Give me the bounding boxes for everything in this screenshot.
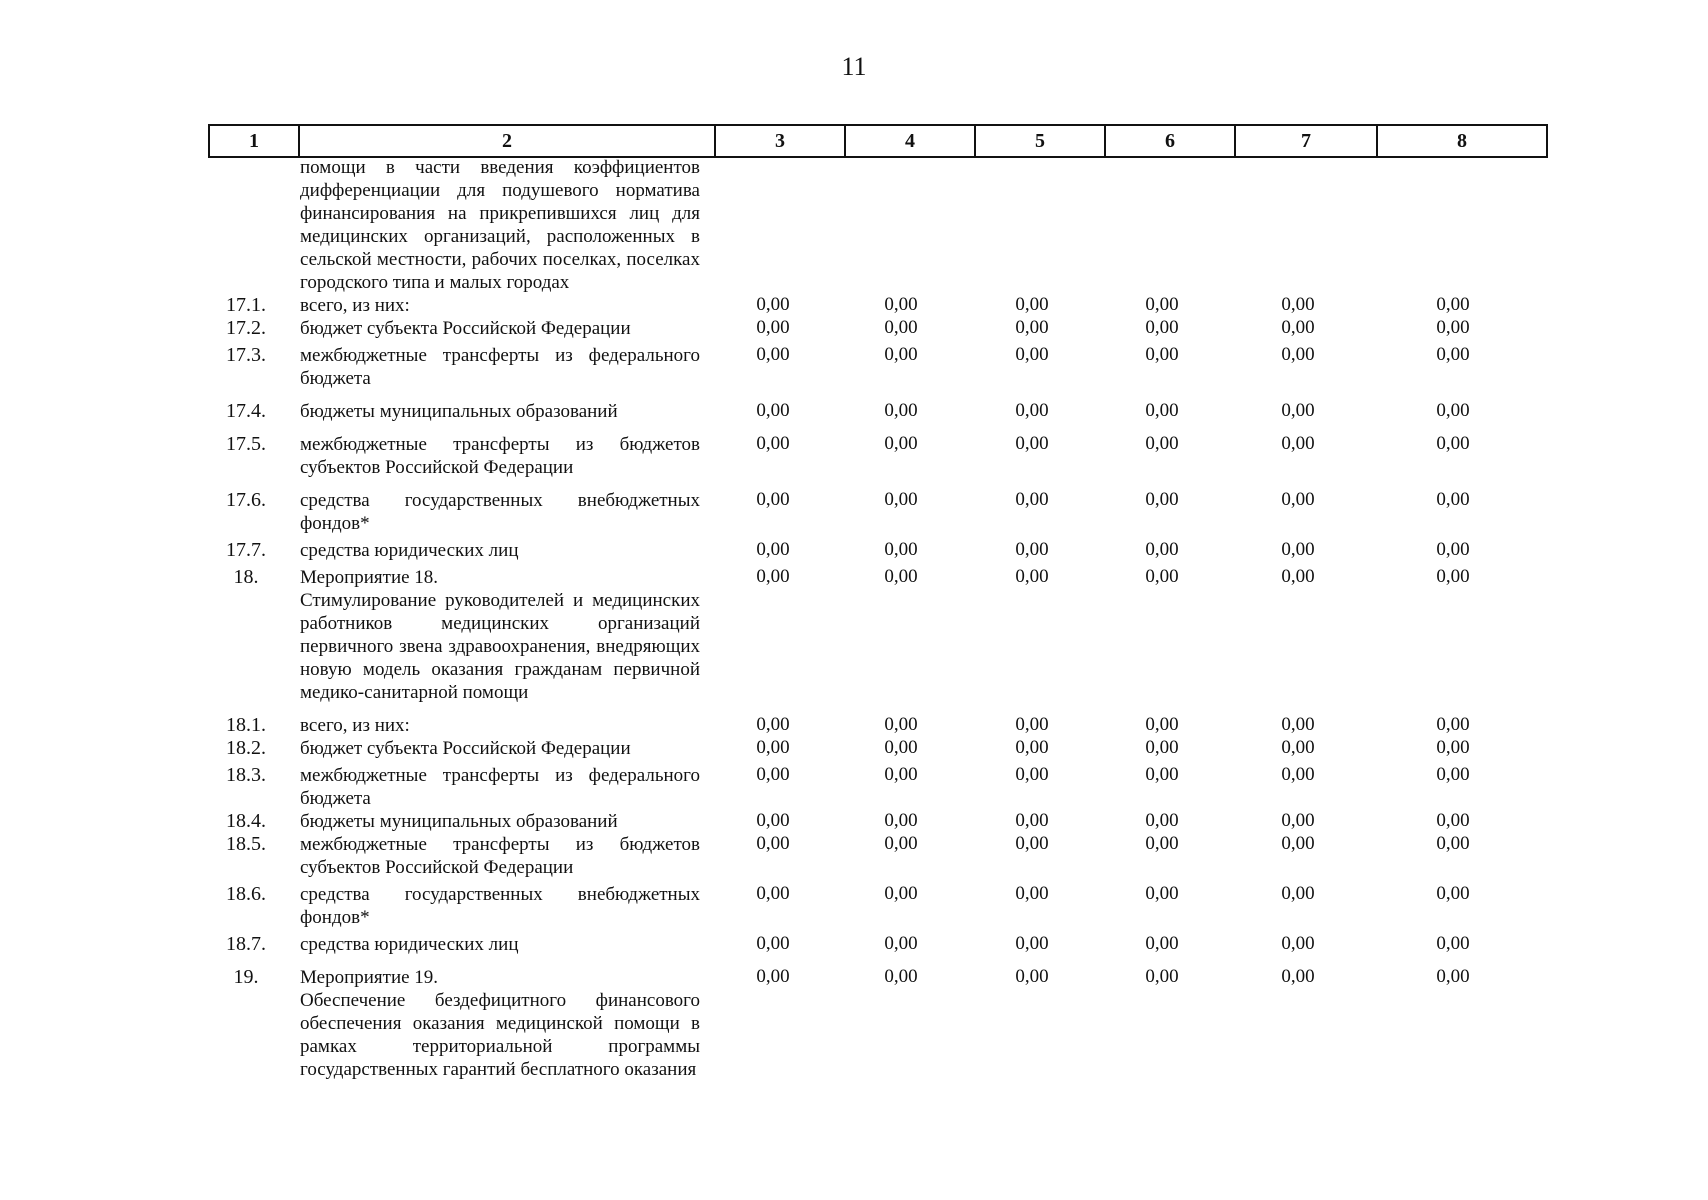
value-col-6: 0,00 [1145,433,1179,454]
column-header-4: 4 [845,125,975,157]
value-col-7: 0,00 [1281,764,1315,785]
value-col-8: 0,00 [1436,883,1470,904]
row-number: 18.6. [226,883,266,905]
row-number: 17.3. [226,344,266,366]
column-header-table [208,124,1548,158]
row-label: всего, из них: [300,295,410,316]
intro-text: помощи в части введения коэффициентов дифференциации для подушевого норматива финансирования на прикрепившихся лиц для медицинских организаций, расположенных в сельской местности, рабочих поселках, поселках городского типа и малых городах [300,157,700,293]
value-col-4: 0,00 [884,317,918,338]
row-number: 17.6. [226,489,266,511]
value-col-8: 0,00 [1436,933,1470,954]
row-description: Стимулирование руководителей и медицинских работников медицинских организаций первичного звена здравоохранения, внедряющих новую модель оказания гражданам первичной медико-санитарной помощи [300,590,700,703]
value-col-7: 0,00 [1281,566,1315,587]
value-col-3: 0,00 [756,737,790,758]
row-number: 18.7. [226,933,266,955]
table-row [0,883,1708,929]
value-col-5: 0,00 [1015,539,1049,560]
value-col-4: 0,00 [884,566,918,587]
row-number: 19. [233,966,259,988]
value-col-3: 0,00 [756,764,790,785]
value-col-4: 0,00 [884,294,918,315]
value-col-6: 0,00 [1145,317,1179,338]
value-col-5: 0,00 [1015,833,1049,854]
value-col-6: 0,00 [1145,833,1179,854]
value-col-3: 0,00 [756,433,790,454]
row-label: межбюджетные трансферты из бюджетов субъектов Российской Федерации [300,434,700,478]
value-col-5: 0,00 [1015,400,1049,421]
value-col-7: 0,00 [1281,966,1315,987]
table-body [0,156,1708,1081]
value-col-5: 0,00 [1015,737,1049,758]
value-col-4: 0,00 [884,810,918,831]
row-label: бюджеты муниципальных образований [300,401,618,422]
value-col-3: 0,00 [756,400,790,421]
value-col-4: 0,00 [884,400,918,421]
table-row [0,400,1708,423]
value-col-4: 0,00 [884,764,918,785]
value-col-4: 0,00 [884,344,918,365]
row-number: 18.1. [226,714,266,736]
value-col-7: 0,00 [1281,810,1315,831]
table-row [0,294,1708,317]
value-col-5: 0,00 [1015,344,1049,365]
row-description: Обеспечение бездефицитного финансового обеспечения оказания медицинской помощи в рамках территориальной программы государственных гарантий бесплатного оказания [300,990,700,1080]
value-col-7: 0,00 [1281,833,1315,854]
row-label: Мероприятие 18. [300,567,439,588]
value-col-7: 0,00 [1281,344,1315,365]
table-row [0,714,1708,737]
value-col-8: 0,00 [1436,317,1470,338]
table-row [0,810,1708,833]
value-col-5: 0,00 [1015,433,1049,454]
value-col-5: 0,00 [1015,317,1049,338]
value-col-8: 0,00 [1436,966,1470,987]
row-label: бюджет субъекта Российской Федерации [300,318,631,339]
row-label: средства юридических лиц [300,540,519,561]
row-label: средства государственных внебюджетных фондов* [300,490,700,534]
table-row [0,344,1708,390]
value-col-3: 0,00 [756,933,790,954]
value-col-4: 0,00 [884,737,918,758]
table-row [0,317,1708,340]
table-row [0,933,1708,956]
value-col-8: 0,00 [1436,833,1470,854]
value-col-8: 0,00 [1436,489,1470,510]
value-col-6: 0,00 [1145,933,1179,954]
column-header-2: 2 [299,125,715,157]
row-label: средства юридических лиц [300,934,519,955]
row-number: 18.4. [226,810,266,832]
value-col-4: 0,00 [884,433,918,454]
value-col-3: 0,00 [756,294,790,315]
value-col-4: 0,00 [884,833,918,854]
value-col-3: 0,00 [756,317,790,338]
value-col-8: 0,00 [1436,539,1470,560]
row-label: всего, из них: [300,715,410,736]
row-number: 17.4. [226,400,266,422]
value-col-5: 0,00 [1015,489,1049,510]
row-label: средства государственных внебюджетных фондов* [300,884,700,928]
value-col-6: 0,00 [1145,883,1179,904]
value-col-5: 0,00 [1015,810,1049,831]
row-number: 17.7. [226,539,266,561]
value-col-6: 0,00 [1145,344,1179,365]
value-col-3: 0,00 [756,539,790,560]
value-col-8: 0,00 [1436,433,1470,454]
value-col-7: 0,00 [1281,737,1315,758]
value-col-7: 0,00 [1281,883,1315,904]
row-number: 18. [233,566,259,588]
value-col-7: 0,00 [1281,433,1315,454]
row-number: 18.3. [226,764,266,786]
value-col-3: 0,00 [756,883,790,904]
table-row [0,566,1708,704]
value-col-7: 0,00 [1281,294,1315,315]
value-col-3: 0,00 [756,810,790,831]
value-col-5: 0,00 [1015,294,1049,315]
value-col-7: 0,00 [1281,933,1315,954]
column-header-3: 3 [715,125,845,157]
value-col-8: 0,00 [1436,764,1470,785]
value-col-3: 0,00 [756,966,790,987]
table-row [0,966,1708,1081]
value-col-3: 0,00 [756,489,790,510]
value-col-6: 0,00 [1145,966,1179,987]
value-col-6: 0,00 [1145,737,1179,758]
row-label: бюджеты муниципальных образований [300,811,618,832]
page-number: 11 [841,52,867,81]
value-col-6: 0,00 [1145,400,1179,421]
value-col-3: 0,00 [756,344,790,365]
value-col-6: 0,00 [1145,714,1179,735]
value-col-4: 0,00 [884,966,918,987]
value-col-8: 0,00 [1436,566,1470,587]
row-label: межбюджетные трансферты из федерального бюджета [300,345,700,389]
column-header-6: 6 [1105,125,1235,157]
row-number: 17.5. [226,433,266,455]
value-col-5: 0,00 [1015,933,1049,954]
value-col-8: 0,00 [1436,810,1470,831]
value-col-3: 0,00 [756,714,790,735]
value-col-8: 0,00 [1436,400,1470,421]
value-col-3: 0,00 [756,833,790,854]
row-label: межбюджетные трансферты из бюджетов субъектов Российской Федерации [300,834,700,878]
value-col-7: 0,00 [1281,317,1315,338]
value-col-5: 0,00 [1015,883,1049,904]
value-col-5: 0,00 [1015,714,1049,735]
value-col-4: 0,00 [884,714,918,735]
table-row-intro [0,156,1708,294]
value-col-8: 0,00 [1436,344,1470,365]
column-header-1: 1 [209,125,299,157]
table-row [0,833,1708,879]
column-header-8: 8 [1377,125,1547,157]
value-col-8: 0,00 [1436,714,1470,735]
value-col-5: 0,00 [1015,966,1049,987]
value-col-6: 0,00 [1145,489,1179,510]
row-number: 18.2. [226,737,266,759]
row-label: Мероприятие 19. [300,967,439,988]
value-col-6: 0,00 [1145,810,1179,831]
value-col-6: 0,00 [1145,294,1179,315]
value-col-4: 0,00 [884,933,918,954]
table-row [0,433,1708,479]
row-label: межбюджетные трансферты из федерального бюджета [300,765,700,809]
table-row [0,539,1708,562]
column-header-5: 5 [975,125,1105,157]
value-col-8: 0,00 [1436,737,1470,758]
table-row [0,737,1708,760]
value-col-4: 0,00 [884,489,918,510]
value-col-5: 0,00 [1015,764,1049,785]
row-label: бюджет субъекта Российской Федерации [300,738,631,759]
row-number: 17.2. [226,317,266,339]
row-number: 18.5. [226,833,266,855]
value-col-5: 0,00 [1015,566,1049,587]
column-header-7: 7 [1235,125,1377,157]
value-col-4: 0,00 [884,883,918,904]
value-col-7: 0,00 [1281,539,1315,560]
value-col-6: 0,00 [1145,566,1179,587]
value-col-3: 0,00 [756,566,790,587]
table-row [0,764,1708,810]
value-col-6: 0,00 [1145,539,1179,560]
value-col-7: 0,00 [1281,714,1315,735]
value-col-4: 0,00 [884,539,918,560]
value-col-6: 0,00 [1145,764,1179,785]
table-row [0,489,1708,535]
value-col-8: 0,00 [1436,294,1470,315]
row-number: 17.1. [226,294,266,316]
value-col-7: 0,00 [1281,489,1315,510]
value-col-7: 0,00 [1281,400,1315,421]
